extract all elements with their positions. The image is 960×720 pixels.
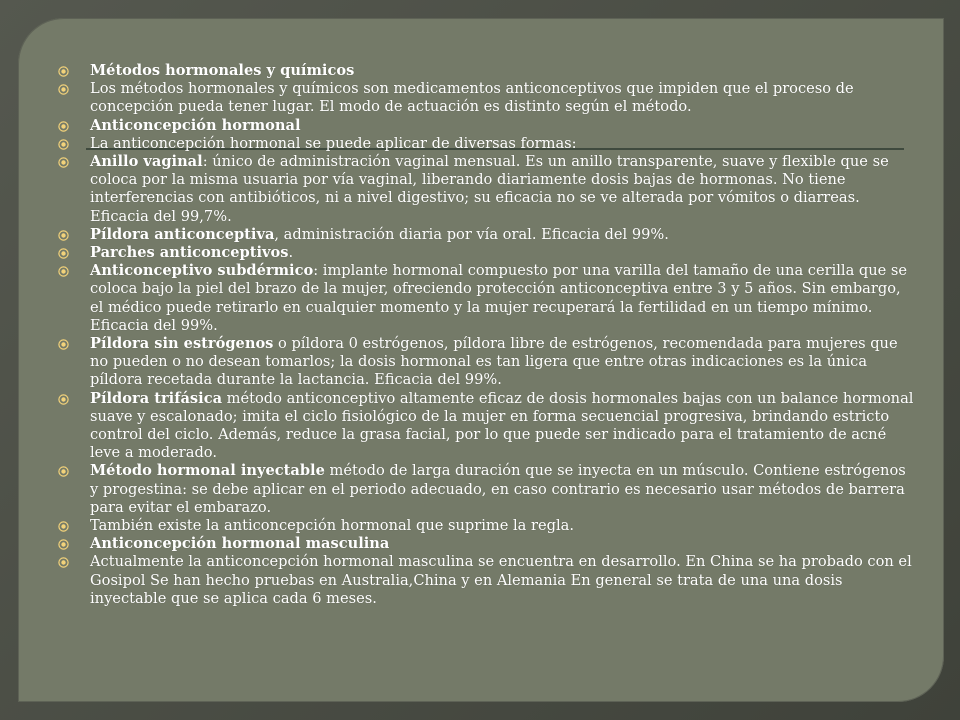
list-item: [58, 244, 914, 262]
list-item: [58, 535, 914, 553]
list-item: [58, 80, 914, 116]
target-bullet-icon: [58, 557, 69, 568]
item-heading: Anticoncepción hormonal masculina: [90, 535, 390, 553]
list-item: [58, 517, 914, 535]
item-heading: Píldora anticonceptiva: [90, 225, 275, 243]
target-bullet-icon: [58, 248, 69, 259]
list-item: [58, 153, 914, 226]
item-heading: Anticonceptivo subdérmico: [90, 262, 314, 280]
list-item: [58, 135, 914, 153]
target-bullet-icon: [58, 230, 69, 241]
item-heading: Píldora sin estrógenos: [90, 335, 274, 353]
item-heading: Anillo vaginal: [90, 153, 203, 171]
target-bullet-icon: [58, 266, 69, 277]
list-item: [58, 390, 914, 463]
list-item: [58, 335, 914, 390]
item-text: También existe la anticoncepción hormonal que suprime la regla.: [90, 517, 574, 535]
target-bullet-icon: [58, 466, 69, 477]
item-text: o píldora 0 estrógenos, píldora libre de estrógenos, recomendada para mujeres que no pueden o no desean tomarlos; la dosis hormonal es tan ligera que entre otras indicaciones es la única píldora recetada durante la lactancia. Eficacia del 99%.: [90, 335, 898, 389]
target-bullet-icon: [58, 539, 69, 550]
list-item: [58, 462, 914, 517]
list-item: [58, 262, 914, 335]
item-text: método anticonceptivo altamente eficaz de dosis hormonales bajas con un balance hormonal suave y escalonado; imita el ciclo fisiológico de la mujer en forma secuencial progresiva, brindando estricto control del ciclo. Además, reduce la grasa facial, por lo que puede ser indicado para el tratamiento de acné leve a moderado.: [90, 389, 914, 462]
target-bullet-icon: [58, 157, 69, 168]
list-item: [58, 226, 914, 244]
item-text: La anticoncepción hormonal se puede aplicar de diversas formas:: [90, 134, 577, 152]
target-bullet-icon: [58, 521, 69, 532]
target-bullet-icon: [58, 139, 69, 150]
item-text: : implante hormonal compuesto por una varilla del tamaño de una cerilla que se coloca bajo la piel del brazo de la mujer, ofreciendo protección anticonceptiva entre 3 y 5 años. Sin embargo, el médico puede retirarlo en cualquier momento y la mujer recuperará la fertilidad en un tiempo mínimo. Eficacia del 99%.: [90, 262, 908, 334]
item-heading: Métodos hormonales y químicos: [90, 62, 355, 79]
bullet-list: [58, 62, 914, 608]
item-text: .: [288, 244, 294, 262]
item-heading: Píldora trifásica: [90, 389, 223, 407]
target-bullet-icon: [58, 84, 69, 95]
item-heading: Método hormonal inyectable: [90, 462, 325, 480]
list-item: [58, 62, 914, 80]
item-text: : único de administración vaginal mensual. Es un anillo transparente, suave y flexible que se coloca por la misma usuaria por vía vaginal, liberando diariamente dosis bajas de hormonas. No tiene interferencias con antibióticos, ni a nivel digestivo; su eficacia no se ve alterada por vómitos o diarreas. Eficacia del 99,7%.: [90, 153, 889, 225]
item-heading: Parches anticonceptivos: [90, 244, 289, 262]
target-bullet-icon: [58, 339, 69, 350]
target-bullet-icon: [58, 394, 69, 405]
list-item: [58, 117, 914, 135]
target-bullet-icon: [58, 66, 69, 77]
item-text: , administración diaria por vía oral. Eficacia del 99%.: [274, 225, 669, 243]
item-heading: Anticoncepción hormonal: [90, 116, 301, 134]
target-bullet-icon: [58, 121, 69, 132]
item-text: Los métodos hormonales y químicos son medicamentos anticonceptivos que impiden que el proceso de concepción pueda tener lugar. El modo de actuación es distinto según el método.: [90, 80, 854, 116]
list-item: [58, 553, 914, 608]
item-text: Actualmente la anticoncepción hormonal masculina se encuentra en desarrollo. En China se ha probado con el Gosipol Se han hecho pruebas en Australia,China y en Alemania En general se trata de una una dosis inyectable que se aplica cada 6 meses.: [90, 553, 912, 607]
item-text: método de larga duración que se inyecta en un músculo. Contiene estrógenos y progestina: se debe aplicar en el periodo adecuado, en caso contrario es necesario usar métodos de barrera para evitar el embarazo.: [90, 462, 906, 516]
